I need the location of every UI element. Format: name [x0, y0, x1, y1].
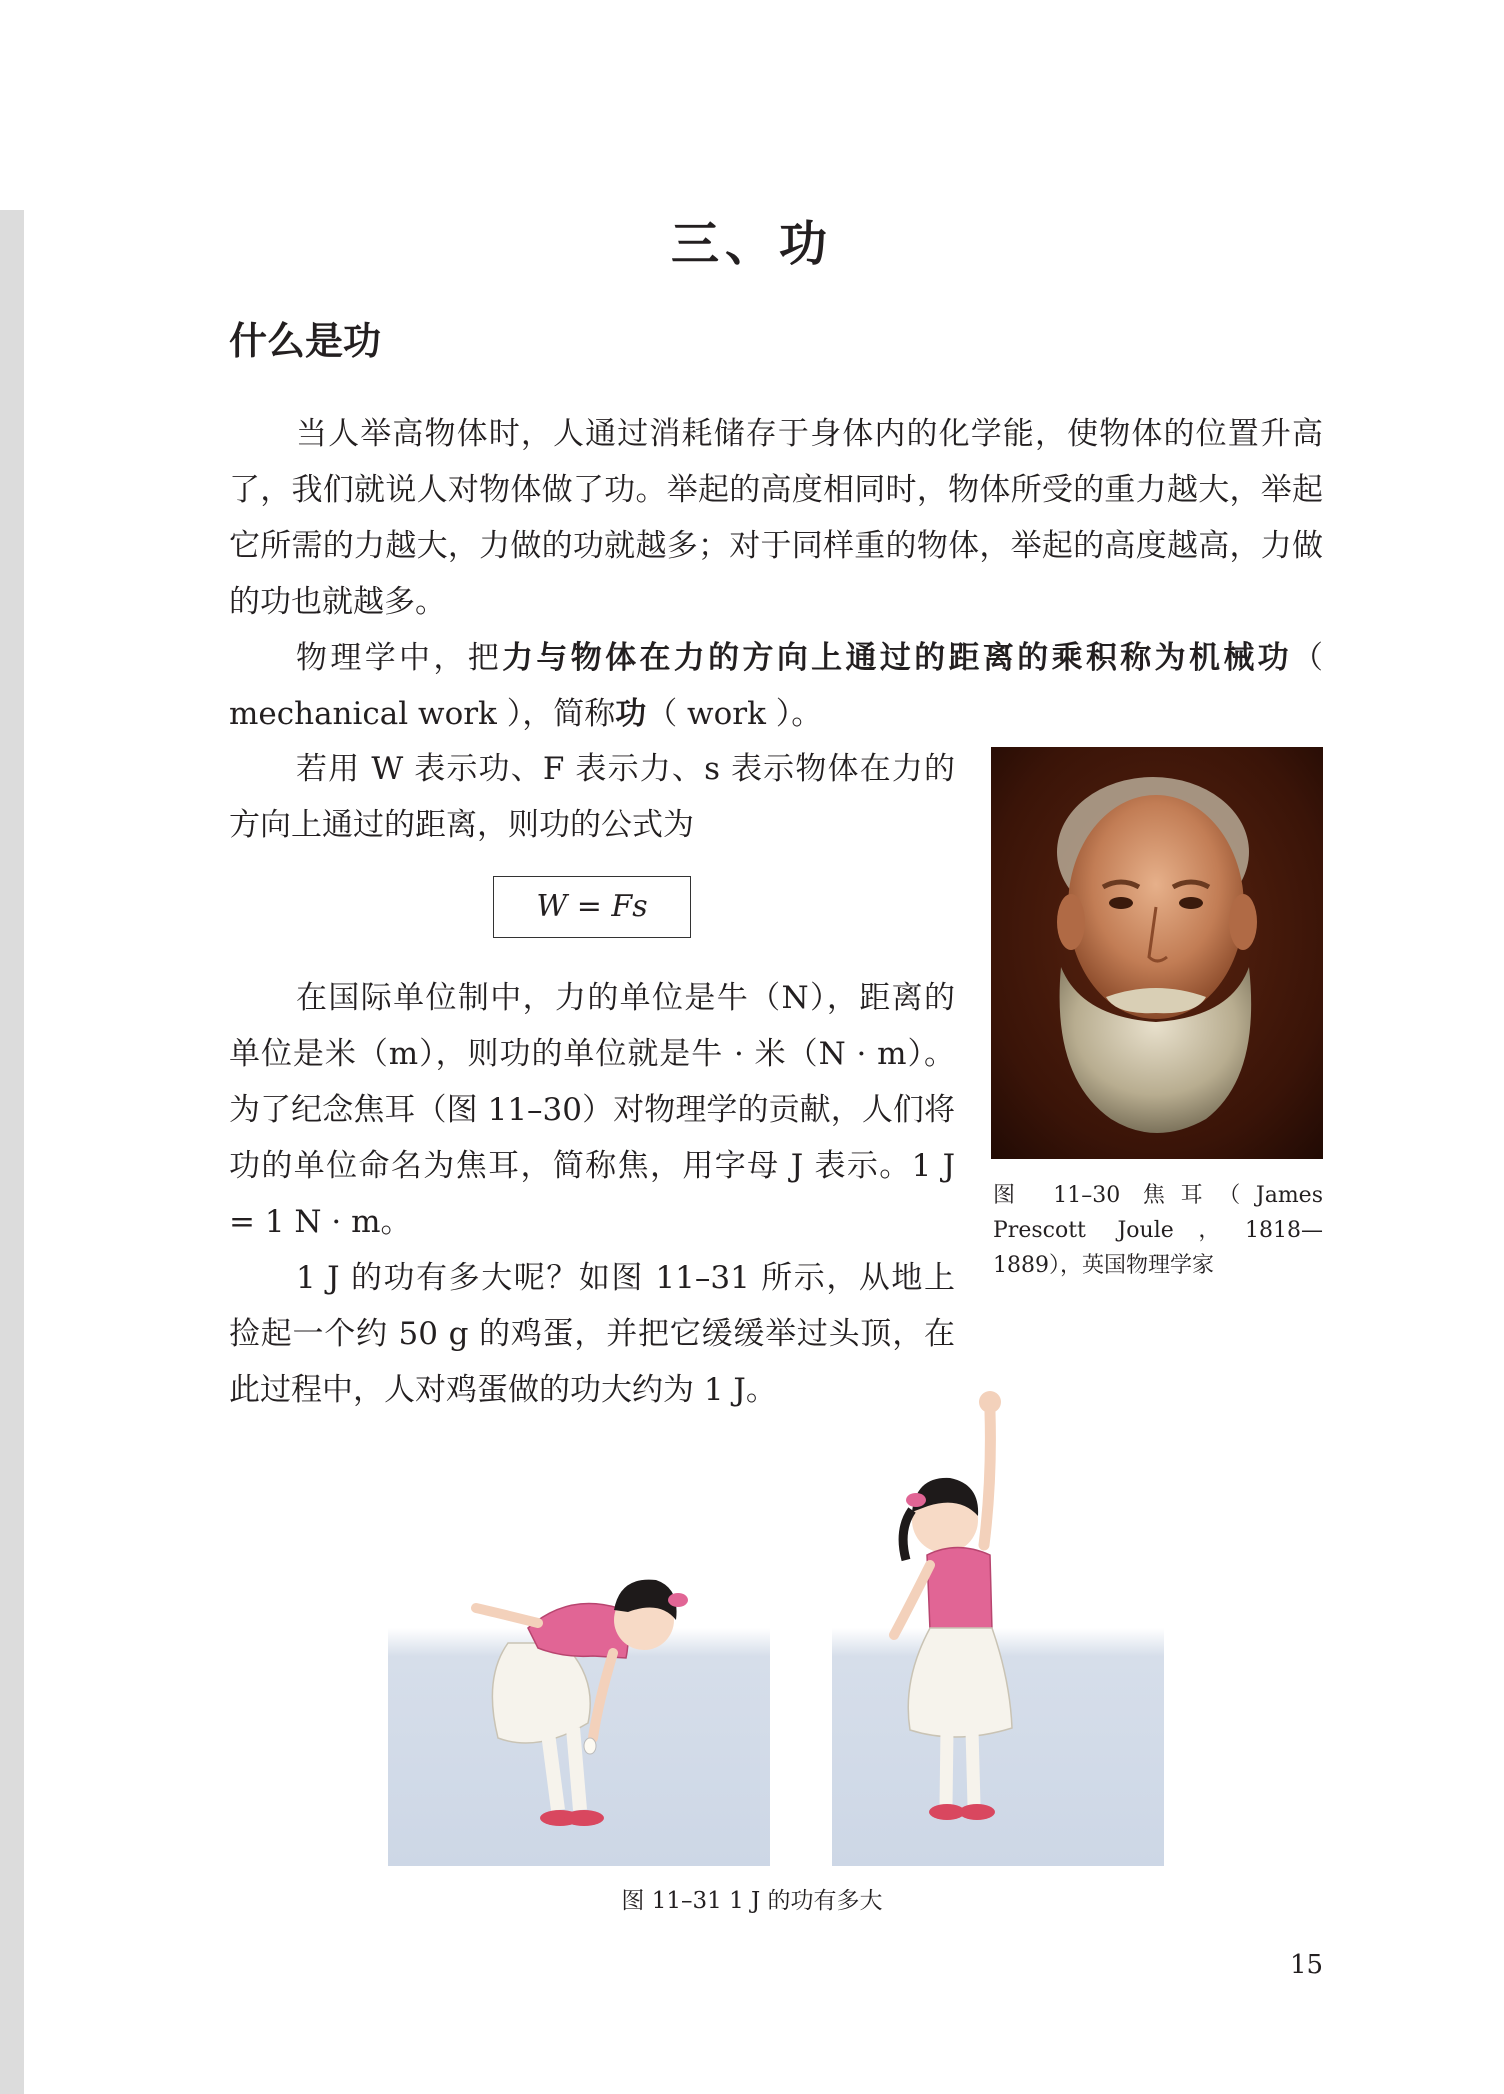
definition-text-a: 物理学中，把 [296, 640, 503, 676]
chapter-title: 三、功 [670, 216, 833, 272]
paragraph-formula-intro: 若用 W 表示功、F 表示力、s 表示物体在力的方向上通过的距离，则功的公式为 [229, 751, 955, 843]
definition-text-e: （ work ）。 [646, 696, 823, 732]
definition-text-c: （ mechanical work ），简称 [229, 640, 1324, 732]
figure-bending-girl [388, 1548, 770, 1866]
page-edge-strip [0, 210, 24, 2094]
figure-lifting-girl [832, 1380, 1164, 1866]
section-heading: 什么是功 [229, 319, 382, 363]
paragraph-example: 1 J 的功有多大呢？如图 11–31 所示，从地上捡起一个约 50 g 的鸡蛋，并把它缓缓举过头顶，在此过程中，人对鸡蛋做的功大约为 1 J。 [229, 1260, 955, 1408]
page-number: 15 [1290, 1950, 1324, 1980]
work-formula-box: W = Fs [493, 876, 691, 938]
joule-portrait-image [991, 747, 1323, 1159]
paragraph-intro: 当人举高物体时，人通过消耗储存于身体内的化学能，使物体的位置升高了，我们就说人对物体做了功。举起的高度相同时，物体所受的重力越大，举起它所需的力越大，力做的功就越多；对于同样重的物体，举起的高度越高，力做的功也就越多。 [229, 416, 1323, 620]
portrait-caption: 图 11–30 焦耳（James Prescott Joule，1818—1889），英国物理学家 [993, 1183, 1323, 1278]
paragraph-units: 在国际单位制中，力的单位是牛（N），距离的单位是米（m），则功的单位就是牛 · 米（N · m）。为了纪念焦耳（图 11–30）对物理学的贡献，人们将功的单位命名为焦耳，简称焦，用字母 J 表示。1 J = 1 N · m。 [229, 980, 955, 1240]
definition-bold-term: 力与物体在力的方向上通过的距离的乘积称为机械功 [502, 640, 1293, 676]
figure-caption: 图 11–31 1 J 的功有多大 [621, 1888, 883, 1914]
paragraph-definition [229, 630, 1323, 742]
definition-bold-work: 功 [615, 696, 647, 732]
